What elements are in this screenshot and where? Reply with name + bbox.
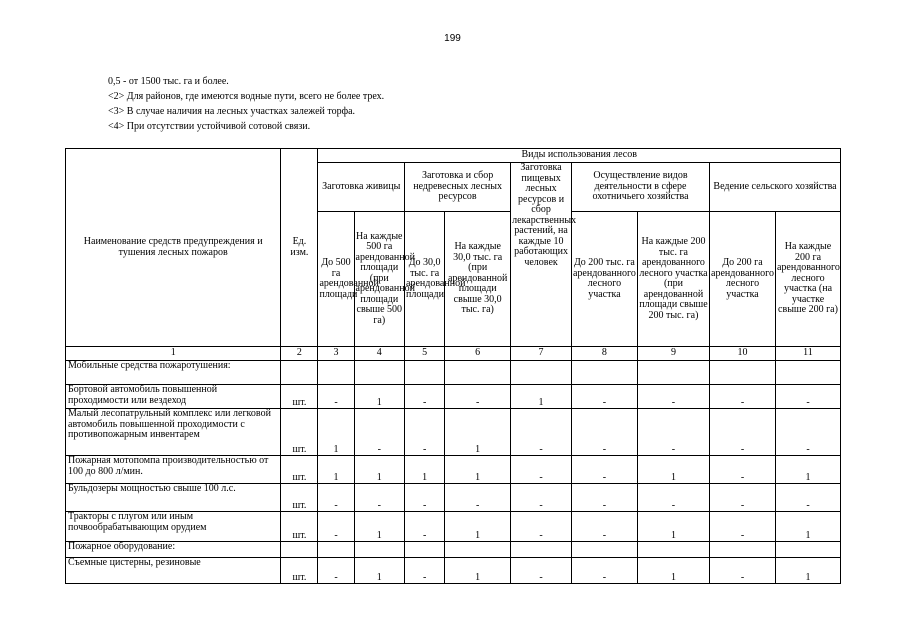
table-row [66,542,841,558]
table-row [66,512,841,542]
row-value [318,542,354,558]
row-value: - [511,456,572,484]
row-value: - [571,558,637,584]
footnote: <2> Для районов, где имеются водные пути, всего не более трех. [108,91,385,102]
row-value: - [710,484,776,512]
row-value: 1 [354,512,404,542]
table-row [66,385,841,409]
row-value: - [318,512,354,542]
row-value [710,361,776,385]
row-value: - [571,512,637,542]
row-value: - [571,409,637,456]
table-row [66,456,841,484]
row-name: Тракторы с плугом или иным почвообрабатывающим орудием [66,512,281,542]
row-value: 1 [637,512,709,542]
row-value: 1 [445,409,511,456]
col-number: 7 [511,347,572,361]
row-value [571,542,637,558]
row-value: 1 [354,456,404,484]
row-name: Мобильные средства пожаротушения: [66,361,281,385]
row-unit [281,542,318,558]
header-col4: На каждые 500 га арендованной площади (при арендованной площади свыше 500 га) [354,212,404,347]
row-value [445,361,511,385]
row-unit: шт. [281,456,318,484]
row-value: - [710,409,776,456]
row-value: 1 [445,558,511,584]
row-value: 1 [637,456,709,484]
header-col8: До 200 тыс. га арендованного лесного участка [571,212,637,347]
header-resin: Заготовка живицы [318,163,405,212]
row-value: 1 [775,456,840,484]
row-value: 1 [445,512,511,542]
header-food: Заготовка пищевых лесных ресурсов и сбор лекарственных растений, на каждые 10 работающих человек [511,163,572,347]
row-name: Бортовой автомобиль повышенной проходимости или вездеход [66,385,281,409]
col-number: 4 [354,347,404,361]
row-value: - [511,409,572,456]
row-value [354,361,404,385]
table-row [66,484,841,512]
footnotes [108,74,384,134]
row-value: - [405,409,445,456]
row-name: Пожарная мотопомпа производительностью от 100 до 800 л/мин. [66,456,281,484]
row-name: Бульдозеры мощностью свыше 100 л.с. [66,484,281,512]
row-value: 1 [775,558,840,584]
row-value: - [571,484,637,512]
row-value: - [571,456,637,484]
header-unit: Ед. изм. [281,149,318,347]
row-value [637,361,709,385]
row-value [354,542,404,558]
row-value: - [775,385,840,409]
row-unit: шт. [281,484,318,512]
row-value: - [710,512,776,542]
header-col11: На каждые 200 га арендованного лесного участка (на участке свыше 200 га) [775,212,840,347]
header-col9: На каждые 200 тыс. га арендованного лесного участка (при арендованной площади свыше 200 тыс. га) [637,212,709,347]
row-unit: шт. [281,558,318,584]
row-value: - [405,558,445,584]
header-name: Наименование средств предупреждения и тушения лесных пожаров [66,149,281,347]
row-unit [281,361,318,385]
header-agriculture: Ведение сельского хозяйства [710,163,841,212]
row-value: 1 [354,385,404,409]
header-col3: До 500 га арендованной площади [318,212,354,347]
row-value [405,542,445,558]
header-col6: На каждые 30,0 тыс. га (при арендованной площади свыше 30,0 тыс. га) [445,212,511,347]
row-value: - [318,385,354,409]
row-value [571,361,637,385]
row-value [405,361,445,385]
row-value: 1 [318,456,354,484]
row-value: 1 [775,512,840,542]
row-value: - [445,385,511,409]
row-value: - [710,385,776,409]
footnote: 0,5 - от 1500 тыс. га и более. [108,76,229,87]
col-number: 8 [571,347,637,361]
col-number: 9 [637,347,709,361]
row-value: 1 [445,456,511,484]
row-value: - [511,512,572,542]
row-unit: шт. [281,385,318,409]
row-unit: шт. [281,409,318,456]
row-value: - [445,484,511,512]
header-hunting: Осуществление видов деятельности в сфере охотничьего хозяйства [571,163,709,212]
row-value: - [405,385,445,409]
row-value: - [710,558,776,584]
column-numbers [66,347,841,361]
row-value: - [710,456,776,484]
page-number: 199 [444,33,461,44]
row-value: 1 [318,409,354,456]
row-name: Съемные цистерны, резиновые [66,558,281,584]
col-number: 11 [775,347,840,361]
col-number: 6 [445,347,511,361]
row-value: 1 [405,456,445,484]
header-col5: До 30,0 тыс. га арендованной площади [405,212,445,347]
row-value: 1 [354,558,404,584]
row-unit: шт. [281,512,318,542]
row-value: - [511,484,572,512]
row-value: - [571,385,637,409]
row-value: - [775,484,840,512]
row-value: 1 [511,385,572,409]
row-value [710,542,776,558]
fire-equipment-table [65,148,841,584]
row-value [775,361,840,385]
row-value [511,542,572,558]
col-number: 2 [281,347,318,361]
footnote: <4> При отсутствии устойчивой сотовой связи. [108,121,311,132]
table-row [66,361,841,385]
row-value: - [637,385,709,409]
row-value: - [318,484,354,512]
row-value: - [405,512,445,542]
table-row [66,558,841,584]
col-number: 5 [405,347,445,361]
table-row [66,409,841,456]
row-value: - [318,558,354,584]
row-value: - [511,558,572,584]
row-value [775,542,840,558]
row-value [511,361,572,385]
row-name: Малый лесопатрульный комплекс или легковой автомобиль повышенной проходимости с противопожарным инвентарем [66,409,281,456]
row-value: 1 [637,558,709,584]
row-value: - [405,484,445,512]
col-number: 1 [66,347,281,361]
row-value: - [775,409,840,456]
header-forest-use: Виды использования лесов [318,149,841,163]
row-name: Пожарное оборудование: [66,542,281,558]
col-number: 10 [710,347,776,361]
row-value [637,542,709,558]
row-value [445,542,511,558]
header-col10: До 200 га арендованного лесного участка [710,212,776,347]
header-nontimber: Заготовка и сбор недревесных лесных ресурсов [405,163,511,212]
footnote: <3> В случае наличия на лесных участках залежей торфа. [108,106,356,117]
row-value: - [354,484,404,512]
row-value: - [637,409,709,456]
row-value [318,361,354,385]
row-value: - [637,484,709,512]
col-number: 3 [318,347,354,361]
row-value: - [354,409,404,456]
